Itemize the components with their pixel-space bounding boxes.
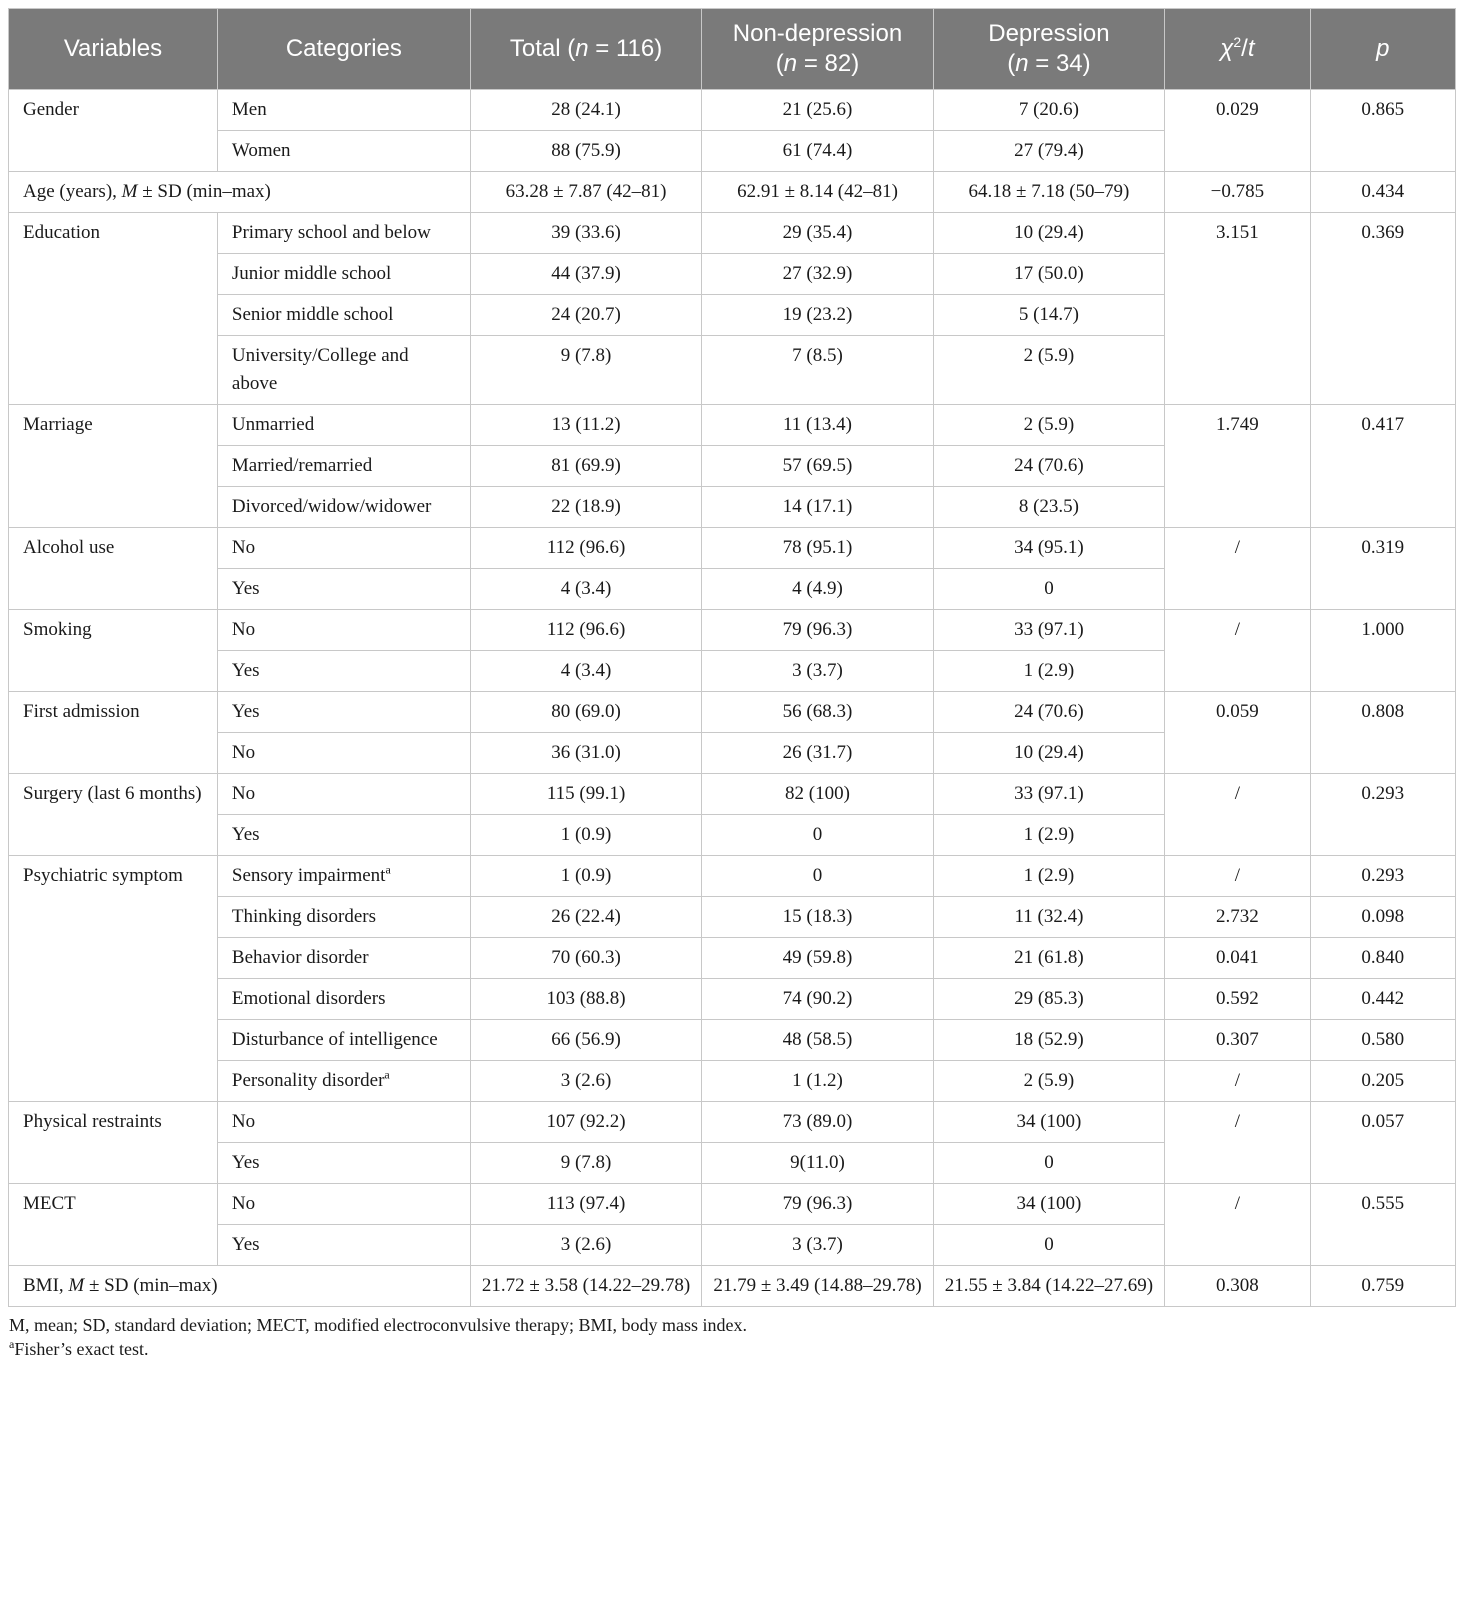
cell-depression: 24 (70.6) (933, 446, 1164, 487)
cell-statistic: 2.732 (1165, 897, 1310, 938)
category-label: Sensory impairment$^a$ (217, 856, 470, 897)
cell-statistic: −0.785 (1165, 172, 1310, 213)
header-non-depression: Non-depression (n = 82) (702, 9, 933, 90)
variable-label: Marriage (9, 405, 218, 528)
cell-p-value: 0.057 (1310, 1102, 1455, 1184)
cell-total: 80 (69.0) (470, 692, 701, 733)
cell-depression: 24 (70.6) (933, 692, 1164, 733)
cell-statistic: / (1165, 610, 1310, 692)
cell-p-value: 1.000 (1310, 610, 1455, 692)
category-label: No (217, 528, 470, 569)
cell-non-depression: 14 (17.1) (702, 487, 933, 528)
cell-depression: 1 (2.9) (933, 856, 1164, 897)
cell-total: 21.72 ± 3.58 (14.22–29.78) (470, 1266, 701, 1307)
cell-total: 115 (99.1) (470, 774, 701, 815)
cell-depression: 21.55 ± 3.84 (14.22–27.69) (933, 1266, 1164, 1307)
cell-non-depression: 21.79 ± 3.49 (14.88–29.78) (702, 1266, 933, 1307)
cell-depression: 64.18 ± 7.18 (50–79) (933, 172, 1164, 213)
table-row (9, 610, 1456, 651)
cell-non-depression: 26 (31.7) (702, 733, 933, 774)
cell-total: 88 (75.9) (470, 131, 701, 172)
cell-p-value: 0.759 (1310, 1266, 1455, 1307)
category-label: No (217, 1102, 470, 1143)
header-categories: Categories (217, 9, 470, 90)
variable-label: Gender (9, 90, 218, 172)
cell-statistic: / (1165, 528, 1310, 610)
cell-depression: 34 (100) (933, 1102, 1164, 1143)
characteristics-table (8, 8, 1456, 1307)
cell-non-depression: 57 (69.5) (702, 446, 933, 487)
cell-total: 28 (24.1) (470, 90, 701, 131)
cell-non-depression: 61 (74.4) (702, 131, 933, 172)
cell-non-depression: 29 (35.4) (702, 213, 933, 254)
table-row (9, 1020, 1456, 1061)
cell-depression: 34 (100) (933, 1184, 1164, 1225)
category-label: Yes (217, 1225, 470, 1266)
cell-total: 9 (7.8) (470, 336, 701, 405)
category-label: Junior middle school (217, 254, 470, 295)
table-row (9, 1061, 1456, 1102)
table-row (9, 90, 1456, 131)
cell-depression: 5 (14.7) (933, 295, 1164, 336)
cell-p-value: 0.442 (1310, 979, 1455, 1020)
variable-label: First admission (9, 692, 218, 774)
table-container (8, 8, 1456, 1361)
category-label: Yes (217, 692, 470, 733)
cell-non-depression: 7 (8.5) (702, 336, 933, 405)
cell-non-depression: 73 (89.0) (702, 1102, 933, 1143)
cell-statistic: / (1165, 1061, 1310, 1102)
variable-label: Psychiatric symptom (9, 856, 218, 1102)
cell-non-depression: 11 (13.4) (702, 405, 933, 446)
cell-total: 22 (18.9) (470, 487, 701, 528)
cell-non-depression: 27 (32.9) (702, 254, 933, 295)
cell-total: 112 (96.6) (470, 610, 701, 651)
cell-total: 36 (31.0) (470, 733, 701, 774)
table-row (9, 172, 1456, 213)
cell-total: 113 (97.4) (470, 1184, 701, 1225)
header-statistic: $\chi^2/t$ (1165, 9, 1310, 90)
category-label: Disturbance of intelligence (217, 1020, 470, 1061)
table-footnotes (8, 1313, 1456, 1361)
cell-total: 3 (2.6) (470, 1225, 701, 1266)
category-label: Yes (217, 815, 470, 856)
cell-depression: 27 (79.4) (933, 131, 1164, 172)
cell-p-value: 0.098 (1310, 897, 1455, 938)
cell-non-depression: 21 (25.6) (702, 90, 933, 131)
cell-statistic: / (1165, 856, 1310, 897)
cell-non-depression: 74 (90.2) (702, 979, 933, 1020)
cell-non-depression: 15 (18.3) (702, 897, 933, 938)
table-row (9, 528, 1456, 569)
category-label: No (217, 774, 470, 815)
cell-depression: 2 (5.9) (933, 336, 1164, 405)
cell-p-value: 0.865 (1310, 90, 1455, 172)
header-row (9, 9, 1456, 90)
header-total: Total (n = 116) (470, 9, 701, 90)
cell-statistic: 0.041 (1165, 938, 1310, 979)
category-label: Primary school and below (217, 213, 470, 254)
cell-non-depression: 48 (58.5) (702, 1020, 933, 1061)
table-row (9, 692, 1456, 733)
cell-non-depression: 56 (68.3) (702, 692, 933, 733)
category-label: University/College and above (217, 336, 470, 405)
cell-statistic: 0.307 (1165, 1020, 1310, 1061)
variable-label: Age (years), M ± SD (min–max) (9, 172, 471, 213)
category-label: Men (217, 90, 470, 131)
cell-statistic: 3.151 (1165, 213, 1310, 405)
table-row (9, 774, 1456, 815)
category-label: Emotional disorders (217, 979, 470, 1020)
cell-depression: 0 (933, 1225, 1164, 1266)
cell-total: 26 (22.4) (470, 897, 701, 938)
abbreviation-note: M, mean; SD, standard deviation; MECT, modified electroconvulsive therapy; BMI, body mass index. (9, 1315, 748, 1335)
cell-p-value: 0.417 (1310, 405, 1455, 528)
cell-non-depression: 82 (100) (702, 774, 933, 815)
table-row (9, 897, 1456, 938)
cell-total: 39 (33.6) (470, 213, 701, 254)
cell-non-depression: 62.91 ± 8.14 (42–81) (702, 172, 933, 213)
cell-non-depression: 79 (96.3) (702, 1184, 933, 1225)
category-label: Thinking disorders (217, 897, 470, 938)
cell-total: 13 (11.2) (470, 405, 701, 446)
category-label: No (217, 1184, 470, 1225)
cell-depression: 10 (29.4) (933, 733, 1164, 774)
table-row (9, 213, 1456, 254)
footnote-marker: a (385, 862, 391, 877)
cell-statistic: 1.749 (1165, 405, 1310, 528)
table-row (9, 856, 1456, 897)
category-label: Behavior disorder (217, 938, 470, 979)
cell-p-value: 0.205 (1310, 1061, 1455, 1102)
category-label: Divorced/widow/widower (217, 487, 470, 528)
cell-non-depression: 78 (95.1) (702, 528, 933, 569)
cell-p-value: 0.319 (1310, 528, 1455, 610)
cell-statistic: 0.059 (1165, 692, 1310, 774)
cell-total: 107 (92.2) (470, 1102, 701, 1143)
cell-p-value: 0.580 (1310, 1020, 1455, 1061)
cell-total: 112 (96.6) (470, 528, 701, 569)
cell-depression: 21 (61.8) (933, 938, 1164, 979)
table-row (9, 1266, 1456, 1307)
category-label: Yes (217, 569, 470, 610)
category-label: Women (217, 131, 470, 172)
cell-p-value: 0.840 (1310, 938, 1455, 979)
header-variables: Variables (9, 9, 218, 90)
variable-label: MECT (9, 1184, 218, 1266)
cell-p-value: 0.434 (1310, 172, 1455, 213)
category-label: Yes (217, 1143, 470, 1184)
cell-non-depression: 1 (1.2) (702, 1061, 933, 1102)
category-label: Married/remarried (217, 446, 470, 487)
cell-total: 63.28 ± 7.87 (42–81) (470, 172, 701, 213)
cell-total: 9 (7.8) (470, 1143, 701, 1184)
cell-total: 4 (3.4) (470, 569, 701, 610)
cell-total: 66 (56.9) (470, 1020, 701, 1061)
category-label: Personality disorder$^a$ (217, 1061, 470, 1102)
cell-non-depression: 4 (4.9) (702, 569, 933, 610)
variable-label: Surgery (last 6 months) (9, 774, 218, 856)
cell-depression: 0 (933, 569, 1164, 610)
cell-total: 44 (37.9) (470, 254, 701, 295)
variable-label: Smoking (9, 610, 218, 692)
cell-depression: 2 (5.9) (933, 1061, 1164, 1102)
cell-depression: 34 (95.1) (933, 528, 1164, 569)
cell-statistic: 0.592 (1165, 979, 1310, 1020)
header-depression: Depression (n = 34) (933, 9, 1164, 90)
variable-label: Alcohol use (9, 528, 218, 610)
table-row (9, 938, 1456, 979)
cell-total: 81 (69.9) (470, 446, 701, 487)
cell-non-depression: 49 (59.8) (702, 938, 933, 979)
table-row (9, 1102, 1456, 1143)
cell-non-depression: 79 (96.3) (702, 610, 933, 651)
cell-total: 1 (0.9) (470, 856, 701, 897)
cell-depression: 18 (52.9) (933, 1020, 1164, 1061)
cell-statistic: / (1165, 1102, 1310, 1184)
cell-depression: 17 (50.0) (933, 254, 1164, 295)
cell-statistic: 0.029 (1165, 90, 1310, 172)
cell-total: 24 (20.7) (470, 295, 701, 336)
cell-non-depression: 3 (3.7) (702, 1225, 933, 1266)
cell-depression: 29 (85.3) (933, 979, 1164, 1020)
cell-depression: 33 (97.1) (933, 774, 1164, 815)
cell-depression: 1 (2.9) (933, 651, 1164, 692)
cell-non-depression: 3 (3.7) (702, 651, 933, 692)
category-label: Yes (217, 651, 470, 692)
cell-depression: 0 (933, 1143, 1164, 1184)
cell-depression: 1 (2.9) (933, 815, 1164, 856)
cell-p-value: 0.293 (1310, 856, 1455, 897)
cell-statistic: / (1165, 774, 1310, 856)
category-label: No (217, 610, 470, 651)
cell-total: 3 (2.6) (470, 1061, 701, 1102)
header-p-value: p (1310, 9, 1455, 90)
cell-depression: 2 (5.9) (933, 405, 1164, 446)
variable-label: Physical restraints (9, 1102, 218, 1184)
cell-total: 4 (3.4) (470, 651, 701, 692)
cell-non-depression: 19 (23.2) (702, 295, 933, 336)
cell-p-value: 0.293 (1310, 774, 1455, 856)
footnote-marker: a (384, 1067, 390, 1082)
cell-statistic: / (1165, 1184, 1310, 1266)
cell-total: 103 (88.8) (470, 979, 701, 1020)
cell-non-depression: 9(11.0) (702, 1143, 933, 1184)
cell-depression: 10 (29.4) (933, 213, 1164, 254)
cell-total: 70 (60.3) (470, 938, 701, 979)
cell-p-value: 0.555 (1310, 1184, 1455, 1266)
fisher-note: $^a$Fisher’s exact test. (9, 1337, 149, 1359)
variable-label: Education (9, 213, 218, 405)
cell-p-value: 0.369 (1310, 213, 1455, 405)
table-row (9, 1184, 1456, 1225)
cell-total: 1 (0.9) (470, 815, 701, 856)
cell-depression: 7 (20.6) (933, 90, 1164, 131)
table-row (9, 405, 1456, 446)
cell-p-value: 0.808 (1310, 692, 1455, 774)
cell-non-depression: 0 (702, 856, 933, 897)
cell-depression: 11 (32.4) (933, 897, 1164, 938)
variable-label: BMI, M ± SD (min–max) (9, 1266, 471, 1307)
cell-non-depression: 0 (702, 815, 933, 856)
cell-statistic: 0.308 (1165, 1266, 1310, 1307)
table-row (9, 979, 1456, 1020)
category-label: Senior middle school (217, 295, 470, 336)
category-label: Unmarried (217, 405, 470, 446)
category-label: No (217, 733, 470, 774)
cell-depression: 33 (97.1) (933, 610, 1164, 651)
cell-depression: 8 (23.5) (933, 487, 1164, 528)
